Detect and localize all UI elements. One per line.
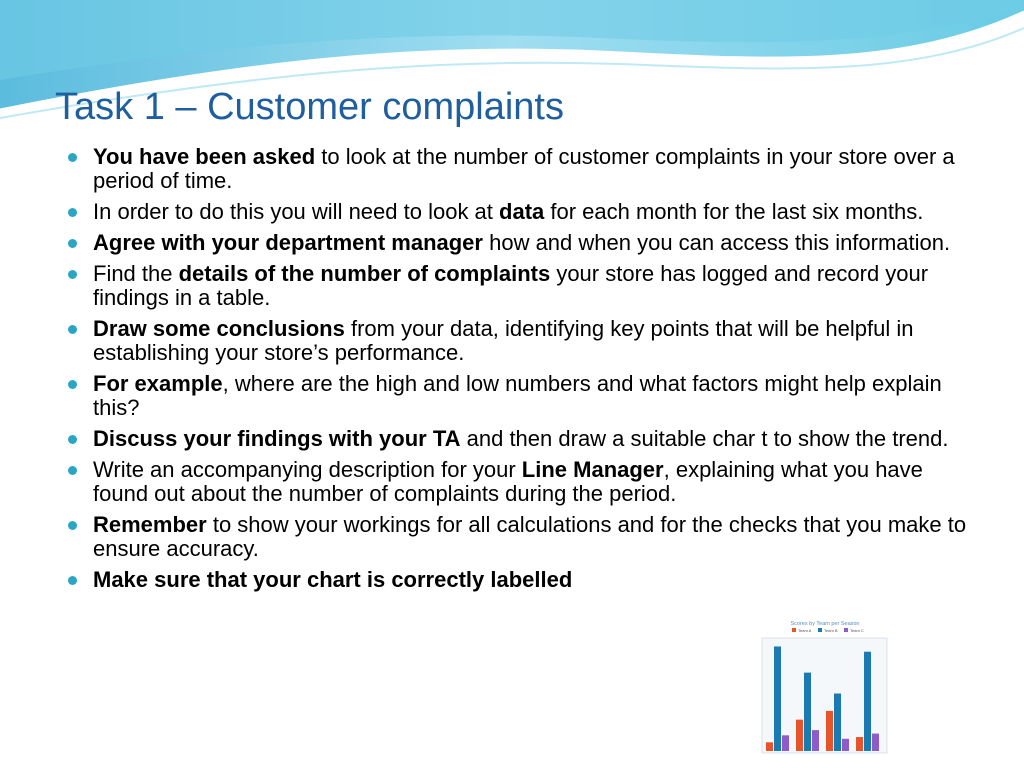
legend-swatch: [818, 628, 822, 632]
bullet-dot-icon: [68, 576, 77, 585]
bullet-text: , where are the high and low numbers and what factors might help explain this?: [93, 371, 942, 420]
bullet-item: [65, 372, 970, 420]
chart-thumbnail-bar: [826, 711, 833, 751]
bullet-list: [65, 145, 970, 599]
bullet-bold-text: Draw some conclusions: [93, 316, 345, 341]
chart-thumbnail-bar: [834, 694, 841, 751]
bullet-text-lead: Write an accompanying description for your: [93, 457, 522, 482]
chart-thumbnail-bar: [804, 673, 811, 751]
bullet-item: [65, 317, 970, 365]
bullet-item: [65, 145, 970, 193]
chart-thumbnail-bar: [872, 734, 879, 751]
bullet-item: [65, 231, 970, 255]
bullet-text: to show your workings for all calculations and for the checks that you make to ensure accuracy.: [93, 512, 967, 561]
legend-swatch: [844, 628, 848, 632]
bullet-bold-text: Remember: [93, 512, 207, 537]
slide-title: Task 1 – Customer complaints: [55, 86, 564, 128]
chart-thumbnail-bar: [782, 735, 789, 751]
chart-thumbnail-bar: [856, 737, 863, 751]
legend-label: Team B: [824, 628, 838, 633]
bullet-text: your store has logged and record your findings in a table.: [93, 261, 929, 310]
chart-thumbnail-bar: [766, 742, 773, 751]
bullet-dot-icon: [68, 208, 77, 217]
legend-label: Team C: [850, 628, 864, 633]
bullet-dot-icon: [68, 153, 77, 162]
bullet-text: , explaining what you have found out about the number of complaints during the period.: [93, 457, 923, 506]
bullet-text-lead: In order to do this you will need to look at: [93, 199, 500, 224]
bullet-text: how and when you can access this information.: [482, 230, 951, 255]
bullet-item: [65, 262, 970, 310]
bullet-bold-text: Line Manager: [521, 457, 664, 482]
bullet-bold-text: data: [499, 199, 545, 224]
chart-thumbnail-bar: [842, 739, 849, 751]
bullet-bold-text: Discuss your findings with your TA: [93, 426, 461, 451]
legend-swatch: [792, 628, 796, 632]
bullet-bold-text: details of the number of complaints: [178, 261, 551, 286]
bullet-bold-text: For example: [93, 371, 223, 396]
bullet-dot-icon: [68, 325, 77, 334]
bullet-dot-icon: [68, 270, 77, 279]
bullet-item: [65, 427, 970, 451]
bullet-text: and then draw a suitable char t to show the trend.: [460, 426, 949, 451]
bullet-bold-text: You have been asked: [93, 144, 316, 169]
bullet-text: for each month for the last six months.: [544, 199, 924, 224]
chart-thumbnail-bar: [864, 652, 871, 751]
bullet-dot-icon: [68, 466, 77, 475]
bullet-item: [65, 458, 970, 506]
chart-thumbnail-legend: [792, 628, 864, 633]
bullet-bold-text: Agree with your department manager: [93, 230, 483, 255]
bullet-dot-icon: [68, 435, 77, 444]
bullet-item: [65, 568, 970, 592]
legend-label: Team A: [798, 628, 812, 633]
chart-thumbnail-image: [740, 618, 890, 768]
bullet-item: [65, 513, 970, 561]
bullet-text: to look at the number of customer complaints in your store over a period of time.: [93, 144, 955, 193]
chart-thumbnail-bar: [796, 720, 803, 751]
bullet-text: from your data, identifying key points that will be helpful in establishing your store’s performance.: [93, 316, 914, 365]
bullet-dot-icon: [68, 380, 77, 389]
chart-thumbnail-title: Scores by Team per Season: [790, 621, 860, 627]
bullet-text-lead: Find the: [93, 261, 179, 286]
chart-thumbnail-bar: [812, 730, 819, 751]
bullet-dot-icon: [68, 521, 77, 530]
bullet-item: [65, 200, 970, 224]
bullet-bold-text: Make sure that your chart is correctly labelled: [93, 567, 573, 592]
chart-thumbnail-bar: [774, 646, 781, 751]
bullet-dot-icon: [68, 239, 77, 248]
